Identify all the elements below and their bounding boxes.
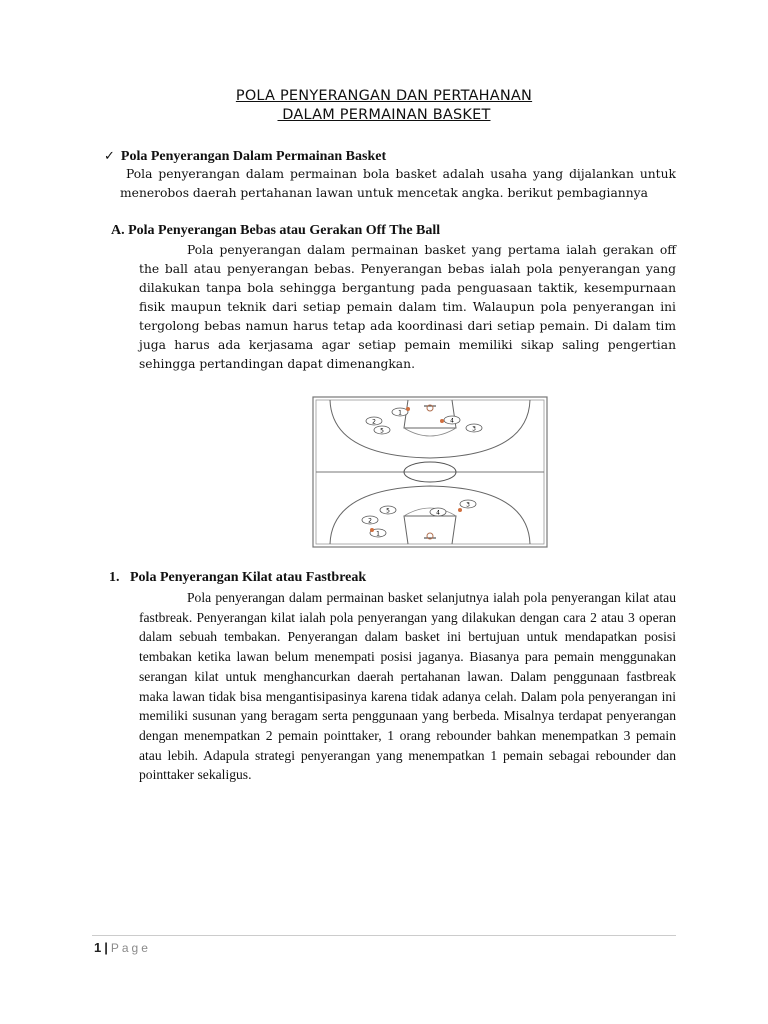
ball-marker bbox=[370, 528, 374, 532]
player-marker bbox=[374, 426, 390, 435]
player-label: 4 bbox=[450, 417, 454, 425]
player-marker bbox=[362, 516, 378, 525]
player-marker bbox=[466, 424, 482, 433]
intro-paragraph: Pola penyerangan dalam permainan bola basket adalah usaha yang dijalankan untuk menerobos daerah pertahanan lawan untuk mencetak angka. berikut pembagiannya bbox=[120, 167, 676, 200]
page-label: Page bbox=[110, 941, 151, 955]
section-1-heading: 1. Pola Penyerangan Kilat atau Fastbreak bbox=[109, 570, 367, 585]
footer-separator: | bbox=[104, 940, 108, 955]
player-label: 4 bbox=[436, 509, 440, 517]
player-label: 5 bbox=[380, 427, 384, 435]
player-label: 5 bbox=[386, 507, 390, 515]
footer-divider bbox=[92, 935, 676, 936]
section-a-heading: A. Pola Penyerangan Bebas atau Gerakan Off The Ball bbox=[111, 223, 441, 238]
player-label: 2 bbox=[372, 418, 376, 426]
main-section-heading-text: Pola Penyerangan Dalam Permainan Basket bbox=[120, 149, 387, 164]
ball-marker bbox=[440, 419, 444, 423]
player-label: 1 bbox=[376, 530, 380, 538]
player-marker bbox=[460, 500, 476, 509]
document-title-line-2: DALAM PERMAINAN BASKET bbox=[277, 107, 491, 123]
player-marker bbox=[380, 506, 396, 515]
section-a-paragraph: Pola penyerangan dalam permainan basket yang pertama ialah gerakan off the ball atau penyerangan bebas. Penyerangan bebas ialah pola penyerangan yang dilakukan tanpa bola sehingga bergantung pada penguasaan taktik, kesempurnaan fisik maupun teknik dari setiap pemain dalam tim. Walaupun pola penyerangan ini tergolong bebas namun harus tetap ada koordinasi dari setiap pemain. Di dalam tim juga harus ada kerjasama agar setiap pemain memiliki sikap saling pengertian sehingga pertandingan dapat dimenangkan. bbox=[139, 243, 676, 371]
player-marker bbox=[392, 408, 408, 417]
page-number: 1 bbox=[94, 940, 102, 955]
ball-marker bbox=[458, 508, 462, 512]
page-footer bbox=[94, 940, 151, 955]
document-title-line-1: POLA PENYERANGAN DAN PERTAHANAN bbox=[235, 88, 533, 104]
ball-marker bbox=[406, 407, 410, 411]
player-marker bbox=[444, 416, 460, 425]
section-1-paragraph: Pola penyerangan dalam permainan basket selanjutnya ialah pola penyerangan kilat atau fastbreak. Penyerangan kilat ialah pola penyerangan yang dilakukan dengan cara 2 atau 3 operan dalam sebuah tembakan. Penyerangan dalam basket ini bertujuan untuk mendapatkan posisi tembakan ketika lawan belum menempati posisi jaganya. Biasanya para pemain menggunakan serangan kilat untuk menghancurkan daerah pertahanan lawan. Dalam penggunaan fastbreak maka lawan tidak bisa mengantisipasinya karena tidak adanya celah. Dalam pola penyerangan ini memiliki susunan yang beragam serta penggunaan yang berbeda. Misalnya terdapat penyerangan dengan menempatkan 2 pemain pointtaker, 1 orang rebounder bahkan menempatkan 3 pemain atau lebih. Adapula strategi penyerangan yang menempatkan 1 pemain sebagai rebounder dan pointtaker sekaligus. bbox=[139, 590, 676, 783]
player-marker bbox=[366, 417, 382, 426]
main-section-heading bbox=[104, 148, 386, 165]
check-icon: ✓ bbox=[104, 149, 115, 164]
player-label: 2 bbox=[368, 517, 372, 525]
player-label: 3 bbox=[466, 501, 470, 509]
basketball-court-diagram bbox=[312, 396, 548, 548]
player-label: 3 bbox=[472, 425, 476, 433]
player-marker bbox=[430, 508, 446, 517]
player-label: 1 bbox=[398, 409, 402, 417]
